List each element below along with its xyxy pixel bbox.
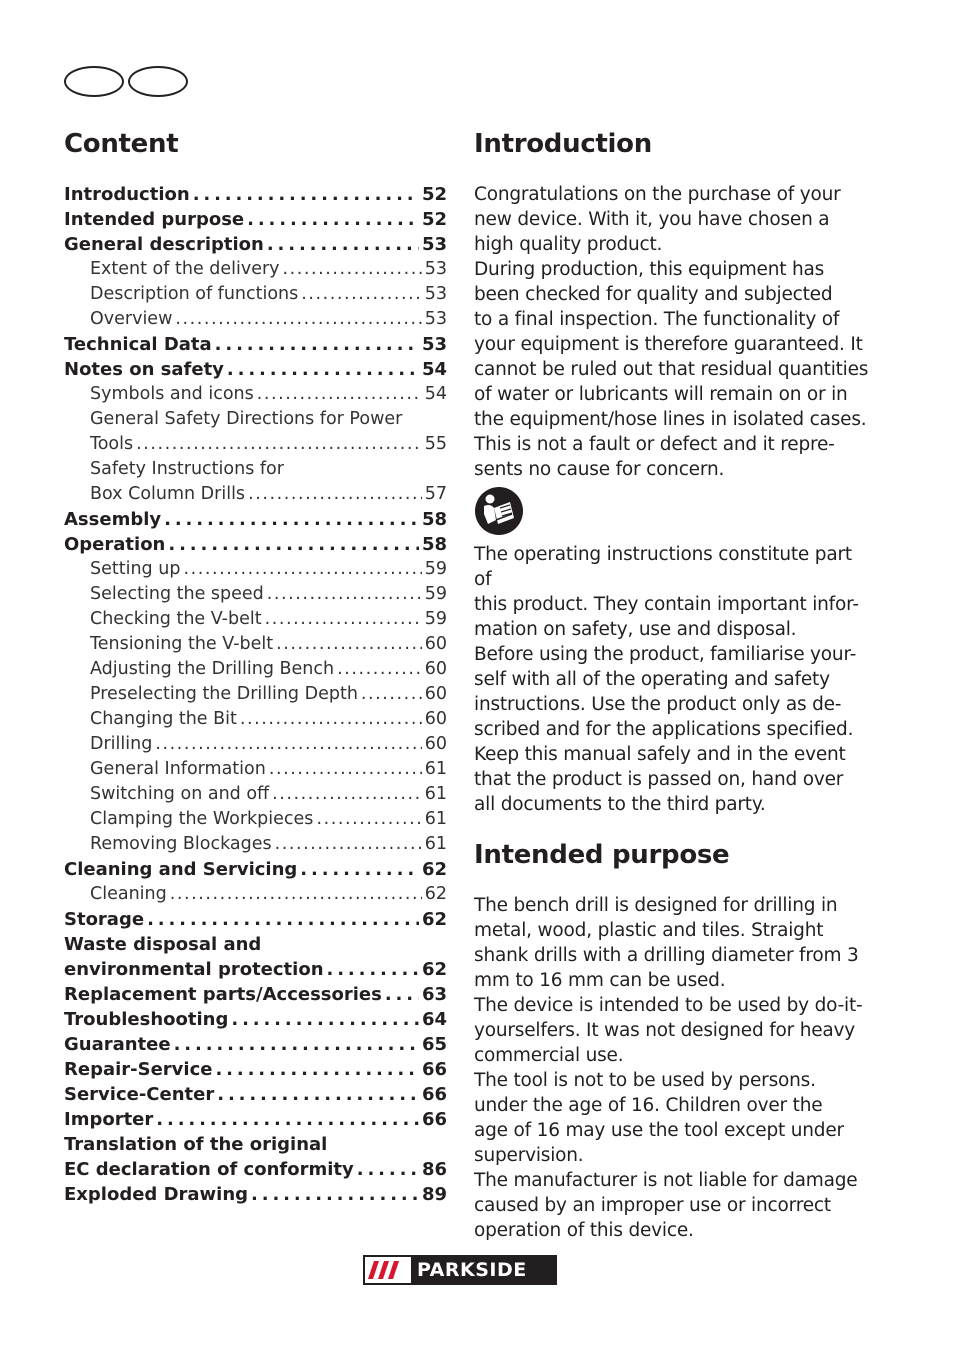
introduction-paragraph-1 <box>474 182 874 482</box>
toc-entry-label: Preselecting the Drilling Depth <box>90 684 358 704</box>
toc-entry <box>64 1007 447 1032</box>
text-line: Congratulations on the purchase of your <box>474 184 841 205</box>
toc-entry <box>64 207 447 232</box>
toc-entry-page: 60 <box>424 734 447 754</box>
toc-entry-label: EC declaration of conformity <box>64 1159 354 1180</box>
toc-entry-page: 60 <box>424 659 447 679</box>
toc-entry-label: Service-Center <box>64 1084 215 1105</box>
toc-entry <box>64 557 447 582</box>
toc-entry <box>64 482 447 507</box>
toc-entry <box>64 582 447 607</box>
toc-entry-page: 89 <box>421 1184 447 1205</box>
toc-entry-page: 53 <box>424 309 447 329</box>
text-line: to a final inspection. The functionality of <box>474 309 840 330</box>
text-line: metal, wood, plastic and tiles. Straight <box>474 920 824 941</box>
toc-leader-dots <box>300 857 419 882</box>
toc-entry <box>64 407 447 432</box>
language-ovals <box>64 66 188 97</box>
toc-leader-dots <box>283 257 422 282</box>
toc-leader-dots <box>269 757 422 782</box>
text-line: The manufacturer is not liable for damage <box>474 1170 858 1191</box>
text-line: The tool is not to be used by persons. <box>474 1070 816 1091</box>
toc-entry-label: Safety Instructions for <box>90 459 284 479</box>
toc-entry-page: 61 <box>424 809 447 829</box>
toc-entry-label: Adjusting the Drilling Bench <box>90 659 335 679</box>
toc-entry-page: 57 <box>424 484 447 504</box>
language-oval-2 <box>128 66 188 97</box>
toc-entry-page: 64 <box>421 1009 447 1030</box>
toc-entry-page: 61 <box>424 834 447 854</box>
toc-entry-page: 53 <box>424 259 447 279</box>
toc-entry <box>64 282 447 307</box>
toc-entry-page: 66 <box>421 1084 447 1105</box>
toc-entry-page: 65 <box>421 1034 447 1055</box>
toc-entry-label: Repair-Service <box>64 1059 213 1080</box>
text-line: all documents to the third party. <box>474 794 766 815</box>
toc-entry <box>64 757 447 782</box>
toc-entry <box>64 832 447 857</box>
text-line: of water or lubricants will remain on or in <box>474 384 848 405</box>
toc-entry <box>64 1107 447 1132</box>
text-line: under the age of 16. Children over the <box>474 1095 823 1116</box>
toc-entry-label: environmental protection <box>64 959 324 980</box>
toc-entry <box>64 807 447 832</box>
toc-leader-dots <box>164 507 419 532</box>
toc-entry-page: 61 <box>424 784 447 804</box>
parkside-logo-text: PARKSIDE <box>417 1259 527 1281</box>
toc-leader-dots <box>193 182 419 207</box>
text-line: operation of this device. <box>474 1220 694 1241</box>
toc-entry-label: Notes on safety <box>64 359 224 380</box>
text-line: new device. With it, you have chosen a <box>474 209 830 230</box>
toc-entry-label: Description of functions <box>90 284 299 304</box>
toc-entry-label: Exploded Drawing <box>64 1184 249 1205</box>
toc-leader-dots <box>357 1157 419 1182</box>
toc-entry-page: 58 <box>421 509 447 530</box>
text-line: instructions. Use the product only as de- <box>474 694 842 715</box>
toc-leader-dots <box>170 882 422 907</box>
toc-leader-dots <box>174 1032 419 1057</box>
toc-entry-page: 60 <box>424 634 447 654</box>
toc-leader-dots <box>248 482 422 507</box>
toc-entry <box>64 332 447 357</box>
text-line: your equipment is therefore guaranteed. It <box>474 334 863 355</box>
toc-entry-page: 86 <box>421 1159 447 1180</box>
toc-entry-label: General description <box>64 234 264 255</box>
introduction-title: Introduction <box>474 129 652 159</box>
text-line: commercial use. <box>474 1045 624 1066</box>
text-line: sents no cause for concern. <box>474 459 725 480</box>
toc-leader-dots <box>316 807 421 832</box>
text-line: self with all of the operating and safety <box>474 669 830 690</box>
toc-entry-page: 61 <box>424 759 447 779</box>
toc-leader-dots <box>227 357 419 382</box>
toc-entry <box>64 682 447 707</box>
toc-entry-page: 62 <box>421 959 447 980</box>
toc-leader-dots <box>183 557 421 582</box>
toc-entry <box>64 1182 447 1207</box>
toc-entry-label: Overview <box>90 309 173 329</box>
toc-entry-page: 59 <box>424 559 447 579</box>
introduction-body <box>474 182 874 817</box>
table-of-contents <box>64 182 447 1207</box>
toc-leader-dots <box>275 832 422 857</box>
toc-entry-page: 62 <box>424 884 447 904</box>
toc-entry-label: Storage <box>64 909 145 930</box>
toc-entry-label: Troubleshooting <box>64 1009 229 1030</box>
toc-entry-label: General Information <box>90 759 266 779</box>
toc-entry <box>64 882 447 907</box>
toc-entry-label: Assembly <box>64 509 162 530</box>
toc-entry <box>64 432 447 457</box>
parkside-stripes-icon <box>365 1257 411 1283</box>
toc-entry <box>64 1057 447 1082</box>
text-line: age of 16 may use the tool except under <box>474 1120 844 1141</box>
toc-entry <box>64 1082 447 1107</box>
text-line: that the product is passed on, hand over <box>474 769 844 790</box>
toc-entry-label: Introduction <box>64 184 190 205</box>
toc-leader-dots <box>215 332 419 357</box>
toc-entry-label: General Safety Directions for Power <box>90 409 403 429</box>
text-line: The bench drill is designed for drilling in <box>474 895 838 916</box>
toc-entry <box>64 982 447 1007</box>
toc-entry-label: Switching on and off <box>90 784 270 804</box>
toc-entry-page: 52 <box>421 184 447 205</box>
text-line: been checked for quality and subjected <box>474 284 833 305</box>
toc-entry-label: Clamping the Workpieces <box>90 809 314 829</box>
toc-entry-label: Removing Blockages <box>90 834 272 854</box>
text-line: the equipment/hose lines in isolated cases. <box>474 409 867 430</box>
text-line: cannot be ruled out that residual quantities <box>474 359 869 380</box>
toc-entry-page: 66 <box>421 1109 447 1130</box>
toc-entry <box>64 607 447 632</box>
toc-entry <box>64 257 447 282</box>
toc-leader-dots <box>257 382 422 407</box>
toc-entry-label: Intended purpose <box>64 209 245 230</box>
toc-leader-dots <box>267 582 422 607</box>
toc-entry <box>64 707 447 732</box>
toc-leader-dots <box>267 232 419 257</box>
toc-entry-label: Importer <box>64 1109 154 1130</box>
toc-leader-dots <box>215 1057 418 1082</box>
toc-entry-label: Cleaning <box>90 884 167 904</box>
text-line: This is not a fault or defect and it repre- <box>474 434 835 455</box>
toc-entry <box>64 1132 447 1157</box>
toc-entry-page: 66 <box>421 1059 447 1080</box>
toc-entry-label: Translation of the original <box>64 1134 328 1155</box>
toc-entry-label: Replacement parts/Accessories <box>64 984 382 1005</box>
toc-leader-dots <box>361 682 422 707</box>
toc-entry-page: 58 <box>421 534 447 555</box>
toc-entry <box>64 532 447 557</box>
toc-entry <box>64 357 447 382</box>
toc-entry-label: Technical Data <box>64 334 212 355</box>
toc-entry-label: Setting up <box>90 559 181 579</box>
toc-leader-dots <box>136 432 422 457</box>
toc-entry-page: 59 <box>424 584 447 604</box>
toc-entry <box>64 307 447 332</box>
toc-entry <box>64 1157 447 1182</box>
toc-entry-label: Guarantee <box>64 1034 171 1055</box>
toc-entry-page: 54 <box>421 359 447 380</box>
toc-entry <box>64 657 447 682</box>
toc-entry <box>64 457 447 482</box>
toc-leader-dots <box>272 782 422 807</box>
content-column <box>64 126 447 1207</box>
toc-entry-label: Selecting the speed <box>90 584 264 604</box>
toc-entry <box>64 857 447 882</box>
text-line: scribed and for the applications specified. <box>474 719 854 740</box>
toc-entry-label: Checking the V-belt <box>90 609 262 629</box>
text-line: The device is intended to be used by do-it- <box>474 995 863 1016</box>
toc-leader-dots <box>301 282 421 307</box>
toc-entry-page: 59 <box>424 609 447 629</box>
toc-entry-label: Cleaning and Servicing <box>64 859 298 880</box>
toc-leader-dots <box>168 532 419 557</box>
parkside-logo <box>363 1255 557 1285</box>
toc-entry <box>64 1032 447 1057</box>
toc-entry-page: 53 <box>421 334 447 355</box>
toc-entry <box>64 932 447 957</box>
toc-entry-page: 62 <box>421 859 447 880</box>
intended-purpose-body <box>474 893 874 1243</box>
toc-entry <box>64 382 447 407</box>
toc-leader-dots <box>276 632 422 657</box>
toc-leader-dots <box>385 982 419 1007</box>
toc-leader-dots <box>327 957 419 982</box>
text-line: supervision. <box>474 1145 584 1166</box>
toc-leader-dots <box>231 1007 419 1032</box>
toc-entry <box>64 632 447 657</box>
toc-entry-page: 60 <box>424 684 447 704</box>
toc-entry-page: 53 <box>424 284 447 304</box>
toc-entry-page: 60 <box>424 709 447 729</box>
toc-entry-label: Waste disposal and <box>64 934 262 955</box>
text-line: The operating instructions constitute part of <box>474 544 852 590</box>
toc-leader-dots <box>156 1107 419 1132</box>
toc-entry-label: Symbols and icons <box>90 384 254 404</box>
read-manual-icon <box>474 486 524 536</box>
toc-entry-page: 62 <box>421 909 447 930</box>
text-line: yourselfers. It was not designed for heavy <box>474 1020 856 1041</box>
toc-leader-dots <box>337 657 422 682</box>
toc-leader-dots <box>147 907 419 932</box>
toc-leader-dots <box>217 1082 419 1107</box>
toc-leader-dots <box>251 1182 419 1207</box>
content-title: Content <box>64 129 179 159</box>
toc-entry <box>64 732 447 757</box>
toc-entry-label: Drilling <box>90 734 153 754</box>
toc-entry-label: Changing the Bit <box>90 709 237 729</box>
toc-entry-page: 55 <box>424 434 447 454</box>
toc-leader-dots <box>265 607 422 632</box>
text-line: caused by an improper use or incorrect <box>474 1195 831 1216</box>
toc-entry <box>64 182 447 207</box>
toc-entry <box>64 907 447 932</box>
intended-purpose-title: Intended purpose <box>474 840 730 870</box>
text-line: high quality product. <box>474 234 663 255</box>
text-line: During production, this equipment has <box>474 259 825 280</box>
toc-leader-dots <box>247 207 419 232</box>
text-line: Before using the product, familiarise your- <box>474 644 857 665</box>
introduction-paragraph-2 <box>474 542 874 817</box>
toc-leader-dots <box>155 732 421 757</box>
toc-leader-dots <box>240 707 422 732</box>
toc-entry-label: Box Column Drills <box>90 484 246 504</box>
toc-entry-label: Tools <box>90 434 134 454</box>
text-line: shank drills with a drilling diameter from 3 <box>474 945 859 966</box>
text-line: Keep this manual safely and in the event <box>474 744 846 765</box>
toc-entry-page: 53 <box>421 234 447 255</box>
text-column <box>474 126 874 1243</box>
toc-entry-label: Extent of the delivery <box>90 259 280 279</box>
text-line: mm to 16 mm can be used. <box>474 970 726 991</box>
toc-entry <box>64 232 447 257</box>
text-line: mation on safety, use and disposal. <box>474 619 797 640</box>
toc-entry <box>64 507 447 532</box>
toc-entry <box>64 957 447 982</box>
toc-entry-label: Tensioning the V-belt <box>90 634 274 654</box>
language-oval-1 <box>64 66 124 97</box>
toc-entry-page: 63 <box>421 984 447 1005</box>
toc-entry-label: Operation <box>64 534 166 555</box>
toc-leader-dots <box>175 307 421 332</box>
toc-entry <box>64 782 447 807</box>
toc-entry-page: 54 <box>424 384 447 404</box>
toc-entry-page: 52 <box>421 209 447 230</box>
text-line: this product. They contain important infor- <box>474 594 859 615</box>
